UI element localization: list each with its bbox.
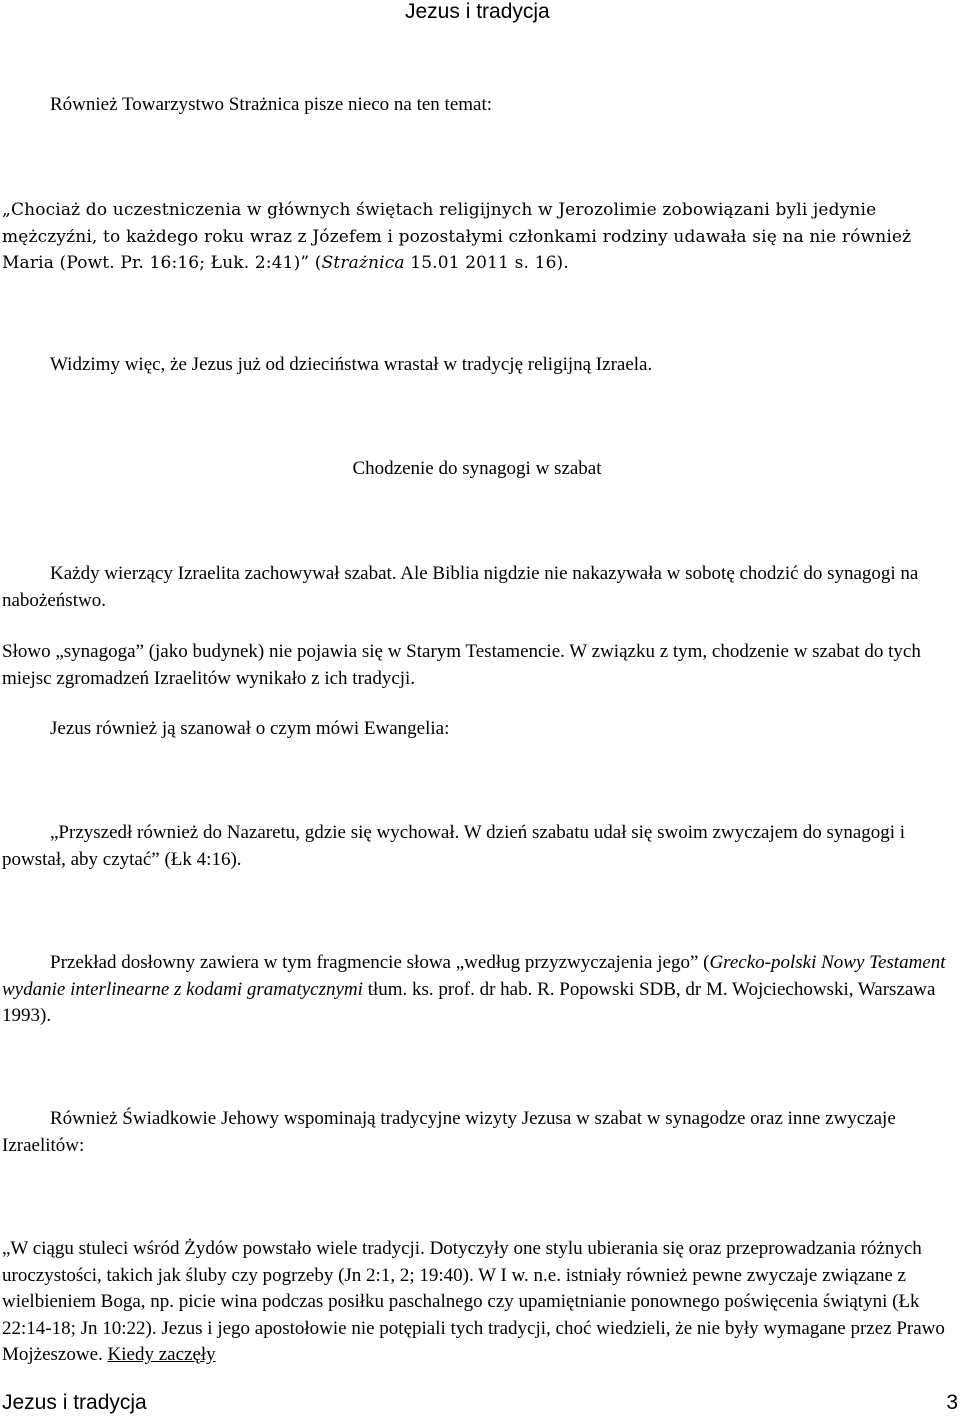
paragraph-traditions-quote: „W ciągu stuleci wśród Żydów powstało wiele tradycji. Dotyczyły one stylu ubierania się oraz przeprowadzania różnych uroczystości, takich jak śluby czy pogrzeby (Jn 2:1, 2; 19:40). W I w. n.e. istniały również pewne zwyczaje związane z wielbieniem Boga, np. picie wina podczas posiłku paschalnego czy upamiętnianie ponownego poświęcenia świątyni (Łk 22:14-18; Jn 10:22). Jezus i jego apostołowie nie potępiali tych tradycji, choć wiedzieli, że nie były wymagane przez Prawo Mojżeszowe. Kiedy zaczęły (2, 1238, 945, 1365)
section-heading: Chodzenie do synagogi w szabat (352, 458, 602, 479)
paragraph-jesus-respected: Jezus również ją szanował o czym mówi Ewangelia: (50, 718, 450, 739)
paragraph-literal-translation: Przekład dosłowny zawiera w tym fragmencie słowa „według przyzwyczajenia jego” (Grecko-polski Nowy Testament wydanie interlinearne z kodami gramatycznymi tłum. ks. prof. dr hab. R. Popowski SDB, dr M. Wojciechowski, Warszawa 1993). (2, 952, 946, 1026)
paragraph-jehovah-witnesses: Również Świadkowie Jehowy wspominają tradycyjne wizyty Jezusa w szabat w synagodze oraz inne zwyczaje Izraelitów: (2, 1108, 896, 1156)
page-number: 3 (946, 1391, 958, 1414)
paragraph-luke-quote: „Przyszedł również do Nazaretu, gdzie się wychował. W dzień szabatu udał się swoim zwyczajem do synagogi i powstał, aby czytać” (Łk 4:16). (2, 822, 906, 870)
paragraph-synagogue-word: Słowo „synagoga” (jako budynek) nie pojawia się w Starym Testamencie. W związku z tym, chodzenie w szabat do tych miejsc zgromadzeń Izraelitów wynikało z ich tradycji. (2, 641, 921, 689)
book-title-italic: Grecko-polski Nowy Testament wydanie interlinearne z kodami gramatycznymi (2, 952, 946, 1000)
paragraph-sabbath: Każdy wierzący Izraelita zachowywał szabat. Ale Biblia nigdzie nie nakazywała w sobotę chodzić do synagogi na nabożeństwo. (2, 563, 919, 611)
page-footer-title: Jezus i tradycja (2, 1391, 147, 1414)
continue-link[interactable]: Kiedy zaczęły (107, 1344, 216, 1365)
paragraph-quote-watchtower: „Chociaż do uczestniczenia w głównych świętach religijnych w Jerozolimie zobowiązani byli jedynie mężczyźni, to każdego roku wraz z Józefem i pozostałymi członkami rodziny udawała się na nie również Maria (Powt. Pr. 16:16; Łuk. 2:41)” (Strażnica 15.01 2011 s. 16). (2, 200, 912, 273)
page-header-title: Jezus i tradycja (405, 0, 550, 23)
source-title-italic: Strażnica (321, 253, 405, 273)
paragraph-intro: Również Towarzystwo Strażnica pisze nieco na ten temat: (50, 94, 493, 115)
paragraph-conclusion: Widzimy więc, że Jezus już od dzieciństwa wrastał w tradycję religijną Izraela. (50, 354, 653, 375)
